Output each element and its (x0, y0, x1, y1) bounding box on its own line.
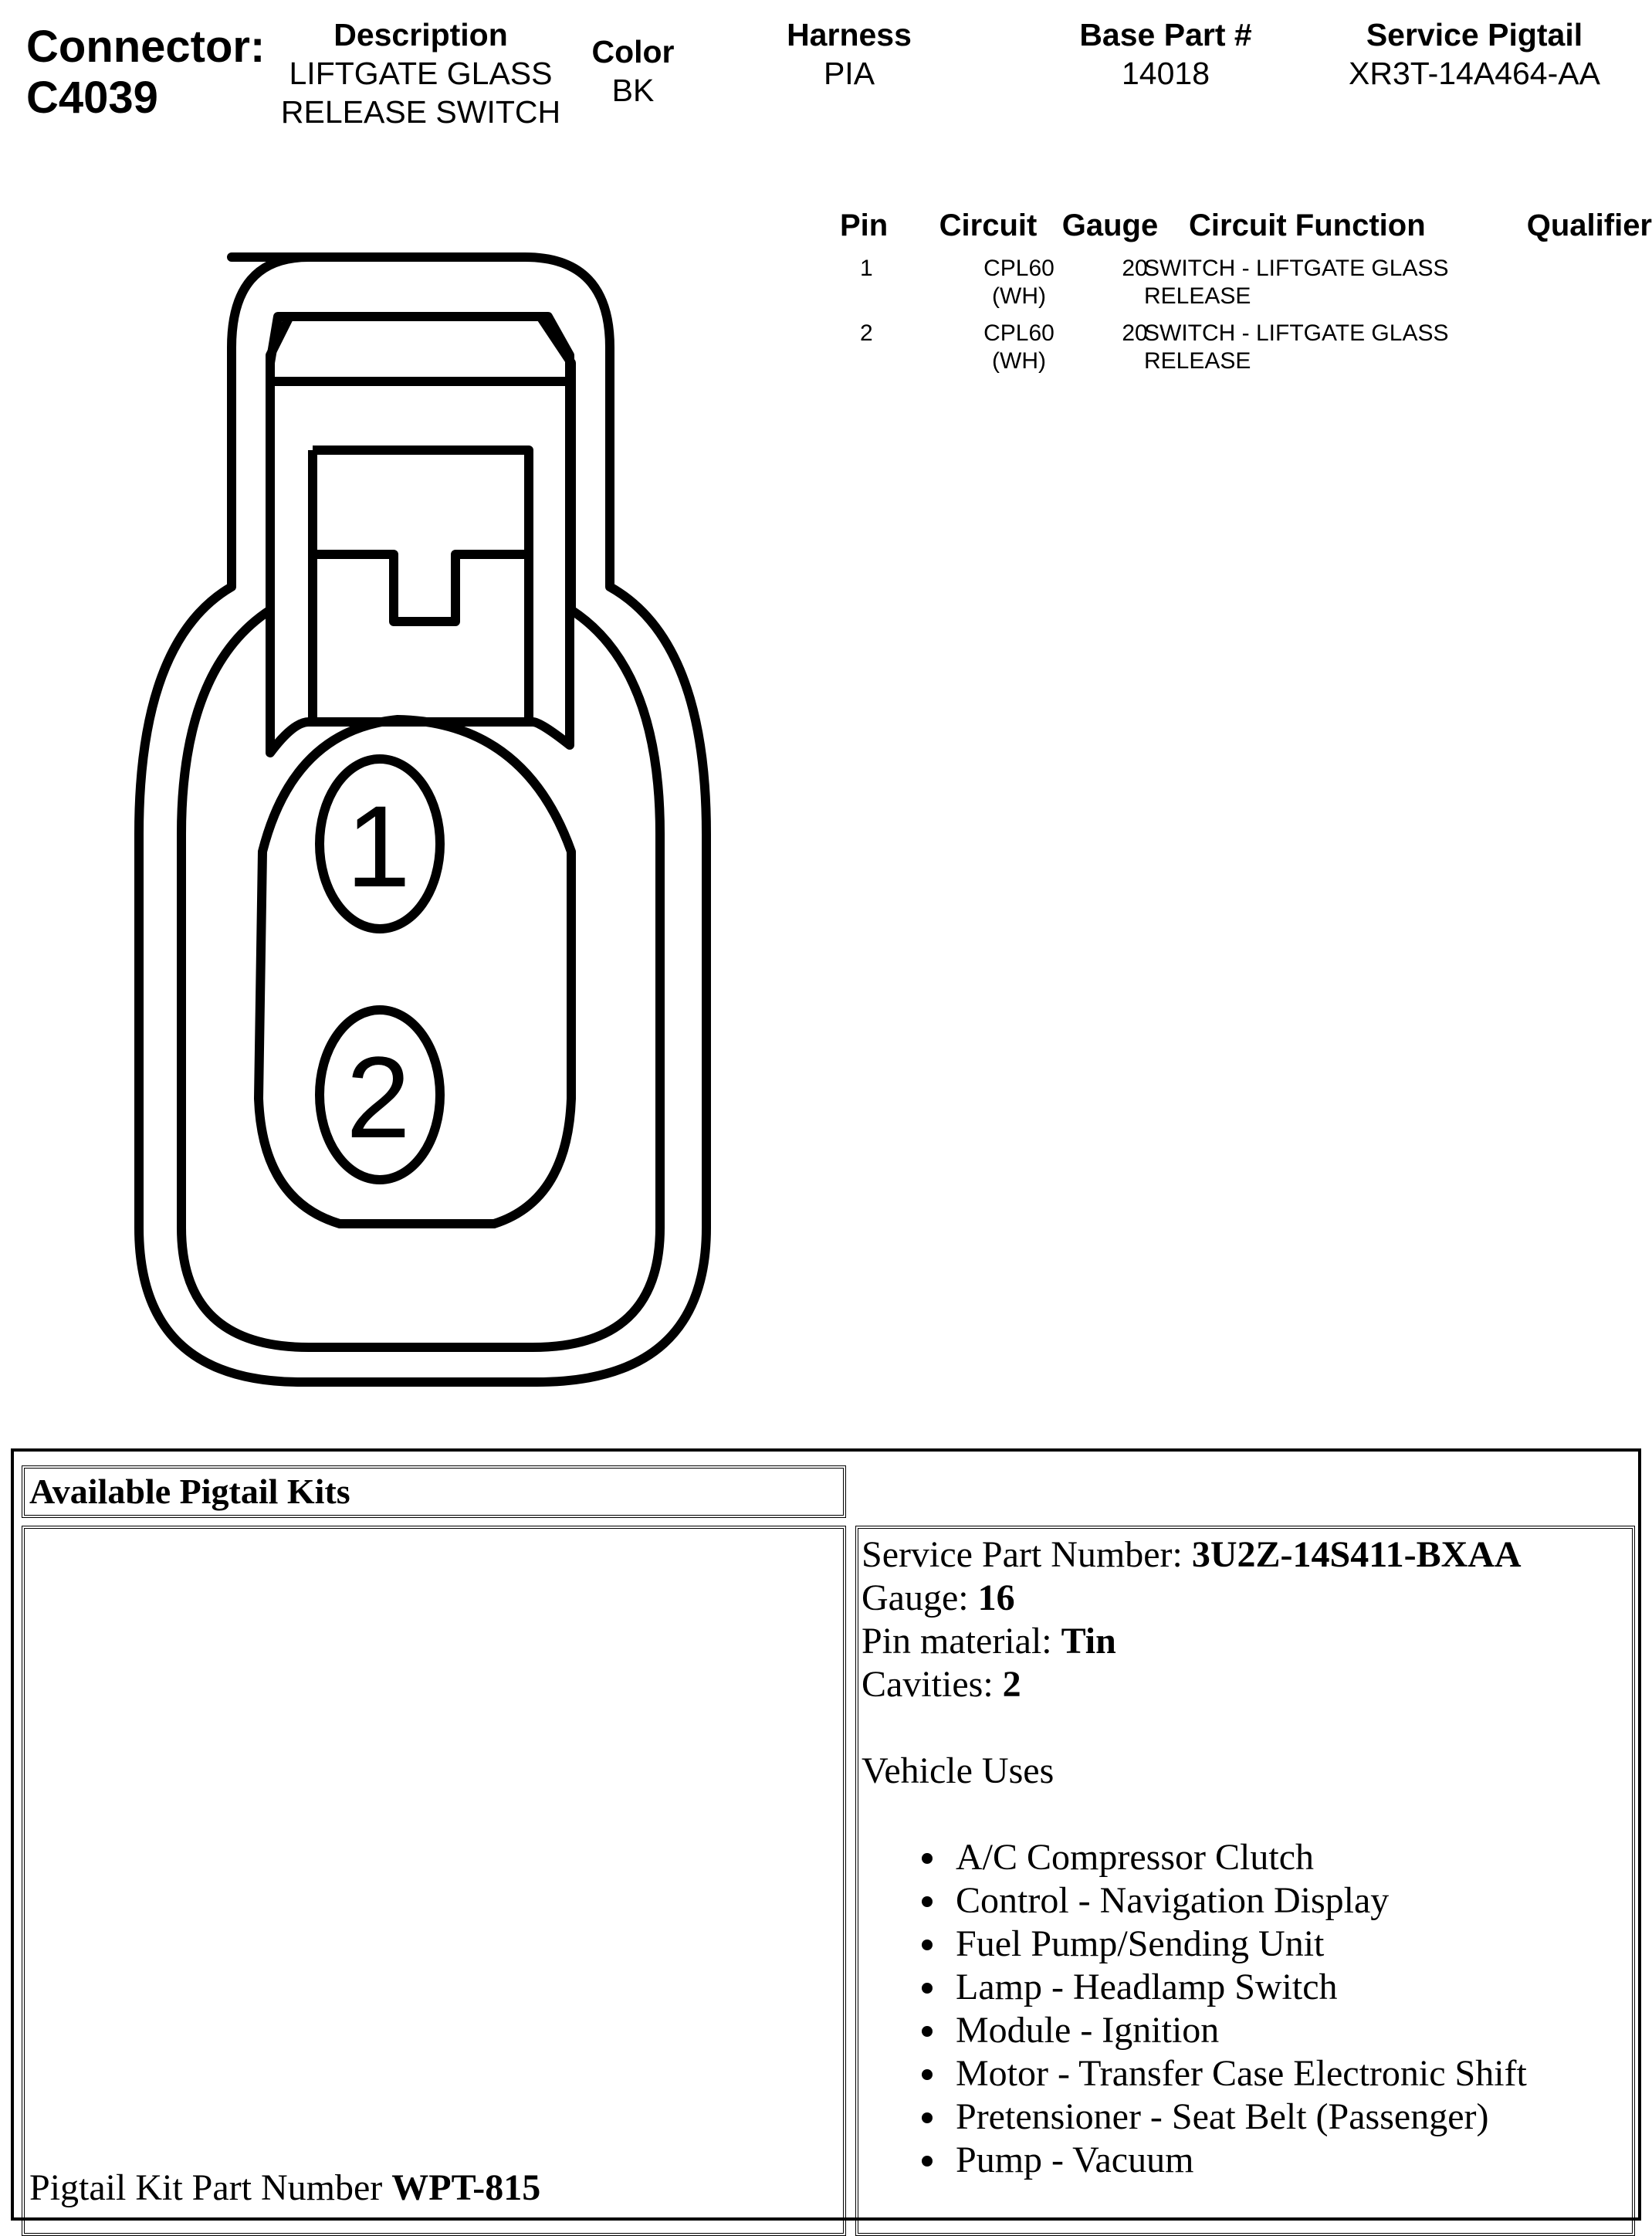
row-function (1144, 255, 1499, 310)
gauge-value: 16 (977, 1577, 1015, 1618)
connector-face-diagram (0, 0, 772, 1436)
vehicle-uses-list (862, 1836, 1632, 2182)
latch-tab (313, 554, 529, 622)
header-qualifier: Qualifier (1526, 208, 1652, 242)
vehicle-uses-label: Vehicle Uses (862, 1750, 1055, 1791)
row-function-line2: RELEASE (1144, 283, 1251, 309)
housing-outer-outline (139, 257, 706, 1382)
list-item: Pretensioner - Seat Belt (Passenger) (862, 2095, 1632, 2139)
pin-1-label: 1 (346, 781, 411, 911)
color-label: Color (591, 34, 675, 69)
base-part-label: Base Part # (1079, 17, 1252, 53)
row-function-line1: SWITCH - LIFTGATE GLASS (1144, 320, 1449, 346)
row-circuit-color: (WH) (992, 348, 1046, 374)
row-pin: 1 (860, 256, 873, 281)
base-part-value: 14018 (1121, 56, 1210, 91)
row-function-line2: RELEASE (1144, 348, 1251, 374)
list-item: Control - Navigation Display (862, 1879, 1632, 1923)
service-part-number-line (862, 1533, 1632, 1577)
description-line2: RELEASE SWITCH (280, 94, 561, 130)
row-function-line1: SWITCH - LIFTGATE GLASS (1144, 256, 1449, 281)
pin-material-line (862, 1620, 1632, 1663)
row-function (1144, 320, 1499, 375)
row-gauge: 20 (1122, 256, 1148, 281)
harness-value: PIA (823, 56, 875, 91)
list-item: Fuel Pump/Sending Unit (862, 1923, 1632, 1966)
housing-inner-outline (181, 317, 660, 1347)
row-pin: 2 (860, 320, 873, 346)
service-pigtail-value: XR3T-14A464-AA (1349, 56, 1600, 91)
list-item: A/C Compressor Clutch (862, 1836, 1632, 1879)
table-row (826, 320, 1644, 385)
row-circuit-color: (WH) (992, 283, 1046, 309)
pigtail-kits-title: Available Pigtail Kits (22, 1465, 846, 1518)
gauge-label: Gauge: (862, 1577, 969, 1618)
pigtail-kits-table (11, 1448, 1641, 2221)
pigtail-kit-number[interactable]: WPT-815 (391, 2167, 541, 2208)
row-circuit-name: CPL60 (983, 256, 1055, 281)
pin-table-header (826, 208, 1652, 255)
list-item: Module - Ignition (862, 2009, 1632, 2052)
latch-window (313, 450, 529, 726)
harness-label: Harness (787, 17, 912, 53)
list-item: Motor - Transfer Case Electronic Shift (862, 2052, 1632, 2095)
color-value: BK (611, 73, 655, 108)
list-item: Lamp - Headlamp Switch (862, 1966, 1632, 2009)
base-part-column (1027, 15, 1305, 93)
pin-table (826, 208, 1652, 385)
terminal-insert (259, 720, 571, 1224)
service-pigtail-column (1312, 15, 1637, 93)
cavities-value: 2 (1002, 1664, 1021, 1705)
pin-2-label: 2 (346, 1032, 411, 1162)
pigtail-kit-label: Pigtail Kit Part Number (29, 2167, 383, 2208)
service-part-value: 3U2Z-14S411-BXAA (1191, 1534, 1522, 1575)
pigtail-kit-cell (22, 1526, 846, 2236)
connector-label: Connector: (26, 22, 266, 72)
row-circuit-name: CPL60 (983, 320, 1055, 346)
header-pin: Pin (840, 208, 889, 242)
list-item: Pump - Vacuum (862, 2139, 1632, 2182)
cavities-line (862, 1663, 1632, 1706)
header-gauge: Gauge (1061, 208, 1159, 242)
connector-id: C4039 (26, 73, 158, 123)
row-gauge: 20 (1122, 320, 1148, 346)
header-circuit: Circuit (939, 208, 1038, 242)
service-part-label: Service Part Number: (862, 1534, 1183, 1575)
gauge-line (862, 1577, 1632, 1620)
cavities-label: Cavities: (862, 1664, 994, 1705)
service-pigtail-label: Service Pigtail (1366, 17, 1583, 53)
description-label: Description (333, 17, 508, 53)
header-circuit-function: Circuit Function (1189, 208, 1426, 242)
pigtail-kit-part-number (29, 2167, 540, 2209)
table-row (826, 255, 1644, 320)
pigtail-kit-details (855, 1526, 1635, 2236)
pin-material-value: Tin (1061, 1621, 1116, 1662)
pin-material-label: Pin material: (862, 1621, 1052, 1662)
description-line1: LIFTGATE GLASS (289, 56, 553, 91)
